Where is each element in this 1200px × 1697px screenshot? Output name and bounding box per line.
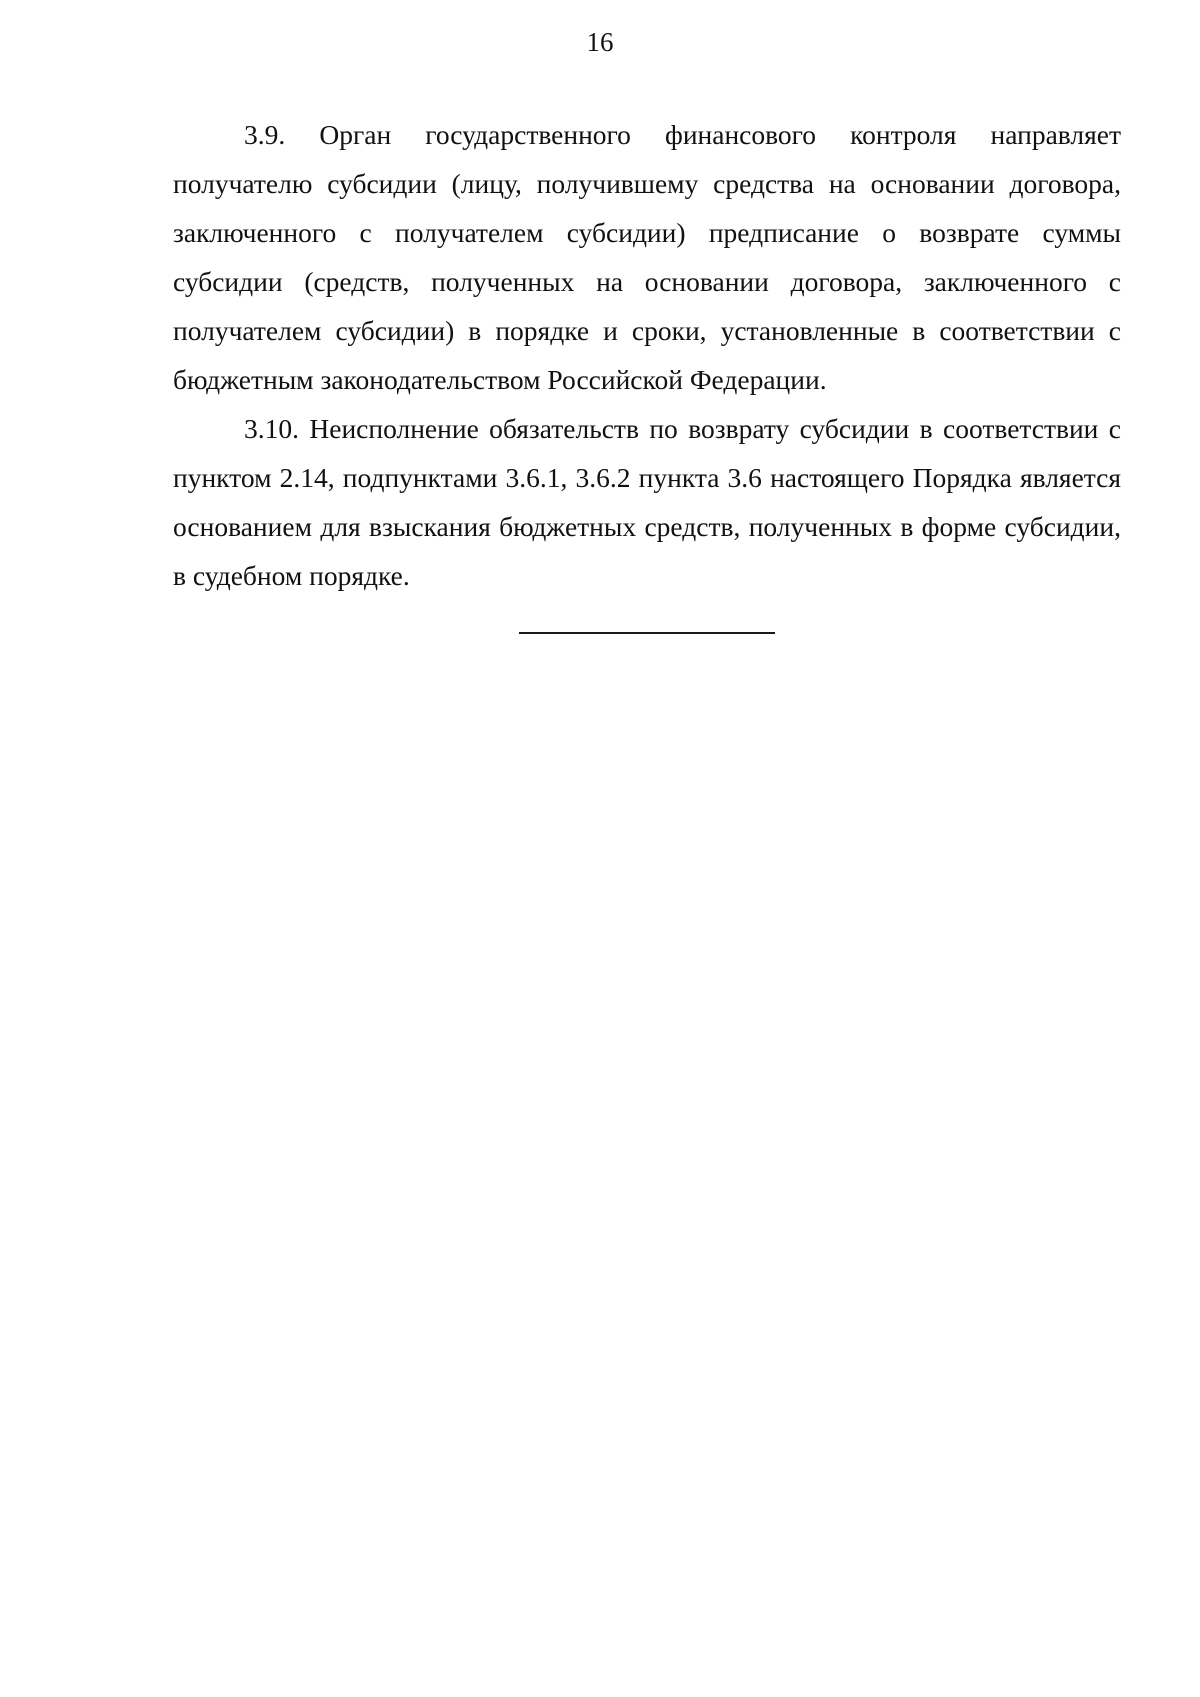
end-of-document-rule — [519, 632, 775, 634]
paragraph-3-10: 3.10. Неисполнение обязательств по возврату субсидии в соответствии с пунктом 2.14, подпунктами 3.6.1, 3.6.2 пункта 3.6 настоящего Порядка является основанием для взыскания бюджетных средств, полученных в форме субсидии, в судебном порядке. — [173, 413, 1121, 591]
document-body — [173, 110, 1121, 600]
paragraph-3-9: 3.9. Орган государственного финансового контроля направляет получателю субсидии (лицу, получившему средства на основании договора, заключенного с получателем субсидии) предписание о возврате суммы субсидии (средств, полученных на основании договора, заключенного с получателем субсидии) в порядке и сроки, установленные в соответствии с бюджетным законодательством Российской Федерации. — [173, 119, 1121, 395]
page-number: 16 — [586, 27, 614, 57]
